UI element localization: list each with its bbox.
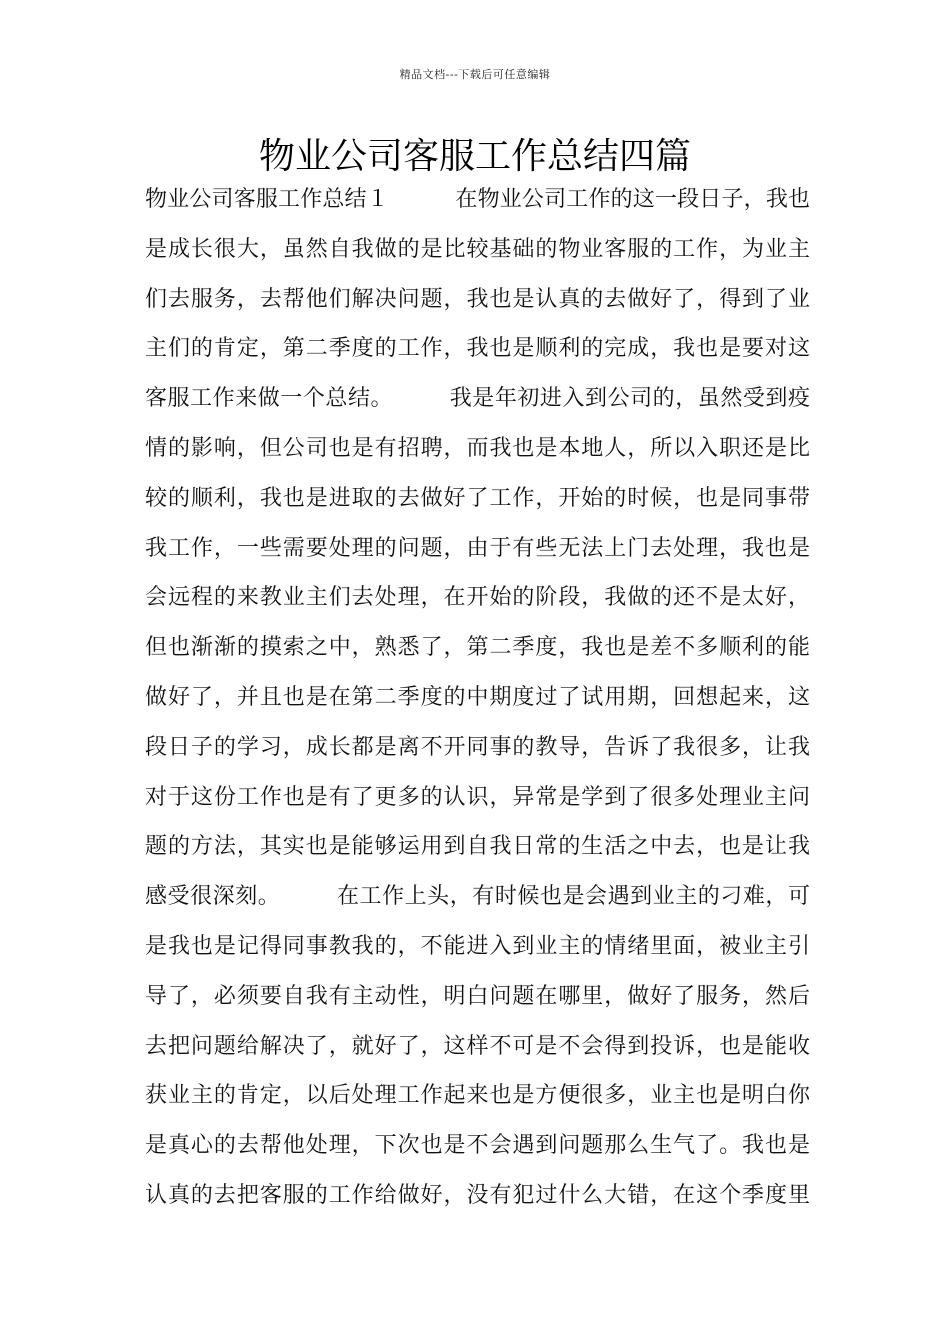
- body-line: 感受很深刻。 在工作上头，有时候也是会遇到业主的刁难，可: [145, 884, 810, 910]
- body-line: 题的方法，其实也是能够运用到自我日常的生活之中去，也是让我: [145, 834, 810, 860]
- header-note: 精品文档---下载后可任意编辑: [399, 68, 551, 81]
- body-line: 对于这份工作也是有了更多的认识，异常是学到了很多处理业主问: [145, 784, 810, 810]
- body-line: 获业主的肯定，以后处理工作起来也是方便很多，业主也是明白你: [145, 1083, 810, 1109]
- body-line: 但也渐渐的摸索之中，熟悉了，第二季度，我也是差不多顺利的能: [145, 635, 810, 661]
- body-line: 是真心的去帮他处理，下次也是不会遇到问题那么生气了。我也是: [145, 1133, 810, 1159]
- body-line: 们去服务，去帮他们解决问题，我也是认真的去做好了，得到了业: [145, 286, 810, 312]
- body-line: 做好了，并且也是在第二季度的中期度过了试用期，回想起来，这: [145, 684, 810, 710]
- body-line: 物业公司客服工作总结１ 在物业公司工作的这一段日子，我也: [145, 187, 810, 212]
- body-line: 较的顺利，我也是进取的去做好了工作，开始的时候，也是同事带: [145, 485, 810, 511]
- body-line: 段日子的学习，成长都是离不开同事的教导，告诉了我很多，让我: [145, 734, 810, 760]
- document-title: 物业公司客服工作总结四篇: [258, 136, 691, 177]
- body-line: 客服工作来做一个总结。 我是年初进入到公司的，虽然受到疫: [145, 386, 810, 412]
- body-line: 去把问题给解决了，就好了，这样不可是不会得到投诉，也是能收: [145, 1033, 810, 1059]
- body-line: 是成长很大，虽然自我做的是比较基础的物业客服的工作，为业主: [145, 236, 810, 262]
- body-line: 主们的肯定，第二季度的工作，我也是顺利的完成，我也是要对这: [145, 336, 810, 362]
- body-line: 我工作，一些需要处理的问题，由于有些无法上门去处理，我也是: [145, 535, 810, 561]
- body-line: 认真的去把客服的工作给做好，没有犯过什么大错，在这个季度里: [145, 1182, 810, 1208]
- body-line: 是我也是记得同事教我的，不能进入到业主的情绪里面，被业主引: [145, 933, 810, 959]
- document-body: [145, 183, 810, 1229]
- body-line: 会远程的来教业主们去处理，在开始的阶段，我做的还不是太好，: [145, 585, 810, 611]
- body-line: 导了，必须要自我有主动性，明白问题在哪里，做好了服务，然后: [145, 983, 810, 1009]
- body-line: 情的影响，但公司也是有招聘，而我也是本地人，所以入职还是比: [145, 435, 810, 461]
